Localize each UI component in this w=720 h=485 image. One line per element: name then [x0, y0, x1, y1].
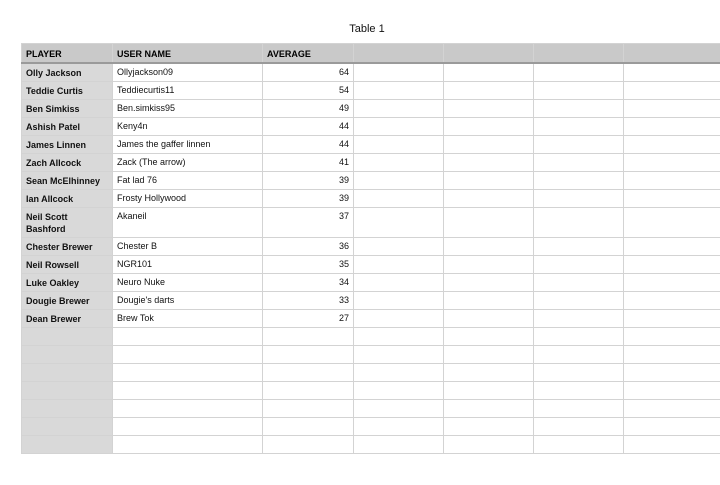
table-row [22, 291, 720, 309]
empty-cell[interactable] [624, 363, 720, 381]
empty-cell[interactable] [444, 417, 534, 435]
empty-cell[interactable] [444, 81, 534, 99]
average-cell[interactable]: 44 [263, 117, 354, 135]
empty-cell[interactable] [444, 189, 534, 207]
empty-cell[interactable] [534, 117, 624, 135]
table-row [22, 81, 720, 99]
empty-cell[interactable] [444, 273, 534, 291]
empty-cell[interactable] [444, 345, 534, 363]
empty-cell[interactable] [444, 291, 534, 309]
average-cell[interactable]: 37 [263, 207, 354, 237]
player-cell[interactable] [22, 327, 113, 345]
empty-cell[interactable] [624, 273, 720, 291]
empty-row [22, 435, 720, 453]
empty-cell[interactable] [534, 153, 624, 171]
empty-cell[interactable] [263, 345, 354, 363]
empty-cell[interactable] [444, 309, 534, 327]
empty-cell[interactable] [113, 327, 263, 345]
player-cell[interactable] [22, 381, 113, 399]
player-cell[interactable]: Sean McElhinney [22, 171, 113, 189]
empty-cell[interactable] [534, 99, 624, 117]
username-cell[interactable]: NGR101 [113, 255, 263, 273]
player-cell[interactable] [22, 345, 113, 363]
player-cell[interactable] [22, 363, 113, 381]
empty-cell[interactable] [354, 345, 444, 363]
empty-cell[interactable] [113, 363, 263, 381]
empty-cell[interactable] [263, 381, 354, 399]
empty-cell[interactable] [354, 135, 444, 153]
empty-cell[interactable] [113, 435, 263, 453]
player-cell[interactable]: Olly Jackson [22, 63, 113, 81]
empty-cell[interactable] [624, 255, 720, 273]
empty-cell[interactable] [113, 399, 263, 417]
empty-row [22, 345, 720, 363]
table-row [22, 255, 720, 273]
empty-cell[interactable] [534, 345, 624, 363]
table-body [22, 63, 720, 453]
empty-cell[interactable] [444, 99, 534, 117]
username-cell[interactable]: Neuro Nuke [113, 273, 263, 291]
empty-cell[interactable] [354, 63, 444, 81]
empty-cell[interactable] [624, 99, 720, 117]
username-cell[interactable]: Keny4n [113, 117, 263, 135]
username-cell[interactable]: Zack (The arrow) [113, 153, 263, 171]
empty-cell[interactable] [624, 63, 720, 81]
empty-cell[interactable] [263, 327, 354, 345]
empty-cell[interactable] [534, 273, 624, 291]
empty-cell[interactable] [113, 381, 263, 399]
empty-cell[interactable] [354, 117, 444, 135]
empty-cell[interactable] [354, 171, 444, 189]
average-cell[interactable]: 49 [263, 99, 354, 117]
header-empty[interactable] [534, 44, 624, 64]
average-cell[interactable]: 44 [263, 135, 354, 153]
table-row [22, 63, 720, 81]
average-cell[interactable]: 35 [263, 255, 354, 273]
empty-cell[interactable] [534, 81, 624, 99]
empty-cell[interactable] [354, 291, 444, 309]
header-empty[interactable] [444, 44, 534, 64]
username-cell[interactable]: Chester B [113, 237, 263, 255]
empty-cell[interactable] [263, 435, 354, 453]
player-cell[interactable] [22, 417, 113, 435]
table-row [22, 99, 720, 117]
empty-cell[interactable] [534, 207, 624, 237]
empty-cell[interactable] [354, 363, 444, 381]
player-cell[interactable]: Luke Oakley [22, 273, 113, 291]
empty-cell[interactable] [534, 381, 624, 399]
empty-cell[interactable] [354, 189, 444, 207]
table-row [22, 273, 720, 291]
average-cell[interactable]: 34 [263, 273, 354, 291]
header-player[interactable]: PLAYER [22, 44, 113, 64]
data-table [21, 43, 720, 454]
player-cell[interactable] [22, 399, 113, 417]
player-cell[interactable]: Dougie Brewer [22, 291, 113, 309]
empty-cell[interactable] [624, 417, 720, 435]
empty-cell[interactable] [534, 189, 624, 207]
empty-cell[interactable] [354, 255, 444, 273]
empty-cell[interactable] [263, 399, 354, 417]
empty-cell[interactable] [354, 309, 444, 327]
empty-cell[interactable] [354, 327, 444, 345]
empty-cell[interactable] [354, 81, 444, 99]
empty-cell[interactable] [534, 363, 624, 381]
table-row [22, 237, 720, 255]
header-empty[interactable] [354, 44, 444, 64]
empty-cell[interactable] [354, 273, 444, 291]
empty-cell[interactable] [534, 291, 624, 309]
empty-cell[interactable] [444, 135, 534, 153]
empty-cell[interactable] [624, 237, 720, 255]
empty-cell[interactable] [444, 399, 534, 417]
player-cell[interactable]: Teddie Curtis [22, 81, 113, 99]
empty-cell[interactable] [624, 171, 720, 189]
empty-cell[interactable] [444, 327, 534, 345]
table-row [22, 309, 720, 327]
table-row [22, 153, 720, 171]
player-cell[interactable]: Zach Allcock [22, 153, 113, 171]
empty-cell[interactable] [444, 171, 534, 189]
average-cell[interactable]: 27 [263, 309, 354, 327]
empty-cell[interactable] [624, 135, 720, 153]
empty-row [22, 417, 720, 435]
empty-cell[interactable] [534, 135, 624, 153]
average-cell[interactable]: 39 [263, 189, 354, 207]
empty-cell[interactable] [624, 189, 720, 207]
empty-cell[interactable] [444, 207, 534, 237]
empty-cell[interactable] [354, 207, 444, 237]
empty-cell[interactable] [444, 381, 534, 399]
username-cell[interactable]: Fat lad 76 [113, 171, 263, 189]
player-cell[interactable]: Ian Allcock [22, 189, 113, 207]
empty-cell[interactable] [624, 435, 720, 453]
table-row [22, 207, 720, 237]
username-cell[interactable]: Frosty Hollywood [113, 189, 263, 207]
username-cell[interactable]: Brew Tok [113, 309, 263, 327]
empty-cell[interactable] [354, 435, 444, 453]
average-cell[interactable]: 54 [263, 81, 354, 99]
average-cell[interactable]: 36 [263, 237, 354, 255]
empty-cell[interactable] [444, 117, 534, 135]
empty-cell[interactable] [624, 345, 720, 363]
player-cell[interactable]: Ashish Patel [22, 117, 113, 135]
empty-cell[interactable] [113, 417, 263, 435]
empty-cell[interactable] [444, 435, 534, 453]
empty-cell[interactable] [444, 237, 534, 255]
empty-cell[interactable] [534, 63, 624, 81]
empty-cell[interactable] [263, 363, 354, 381]
empty-cell[interactable] [354, 153, 444, 171]
player-cell[interactable]: Neil Scott Bashford [22, 207, 113, 237]
player-cell[interactable]: Chester Brewer [22, 237, 113, 255]
empty-cell[interactable] [444, 255, 534, 273]
header-average[interactable]: AVERAGE [263, 44, 354, 64]
player-cell[interactable]: Neil Rowsell [22, 255, 113, 273]
table-row [22, 117, 720, 135]
table-row [22, 189, 720, 207]
username-cell[interactable]: James the gaffer linnen [113, 135, 263, 153]
empty-cell[interactable] [534, 417, 624, 435]
empty-cell[interactable] [444, 63, 534, 81]
empty-cell[interactable] [354, 417, 444, 435]
empty-cell[interactable] [534, 255, 624, 273]
username-cell[interactable]: Dougie's darts [113, 291, 263, 309]
empty-cell[interactable] [354, 399, 444, 417]
average-cell[interactable]: 39 [263, 171, 354, 189]
empty-cell[interactable] [624, 117, 720, 135]
empty-cell[interactable] [624, 291, 720, 309]
header-empty[interactable] [624, 44, 720, 64]
table-row [22, 171, 720, 189]
empty-cell[interactable] [624, 309, 720, 327]
username-cell[interactable]: Akaneil [113, 207, 263, 237]
empty-row [22, 399, 720, 417]
header-row [22, 44, 720, 64]
average-cell[interactable]: 64 [263, 63, 354, 81]
empty-cell[interactable] [624, 327, 720, 345]
empty-cell[interactable] [354, 237, 444, 255]
average-cell[interactable]: 33 [263, 291, 354, 309]
empty-cell[interactable] [534, 237, 624, 255]
empty-cell[interactable] [624, 381, 720, 399]
empty-cell[interactable] [113, 345, 263, 363]
empty-row [22, 363, 720, 381]
username-cell[interactable]: Teddiecurtis11 [113, 81, 263, 99]
empty-cell[interactable] [624, 399, 720, 417]
empty-cell[interactable] [534, 399, 624, 417]
empty-cell[interactable] [534, 171, 624, 189]
empty-cell[interactable] [534, 435, 624, 453]
empty-cell[interactable] [624, 81, 720, 99]
empty-cell[interactable] [354, 381, 444, 399]
table-title: Table 1 [349, 23, 385, 35]
empty-cell[interactable] [624, 207, 720, 237]
empty-cell[interactable] [534, 327, 624, 345]
player-cell[interactable]: Ben Simkiss [22, 99, 113, 117]
empty-cell[interactable] [444, 153, 534, 171]
empty-cell[interactable] [444, 363, 534, 381]
player-cell[interactable]: Dean Brewer [22, 309, 113, 327]
username-cell[interactable]: Ollyjackson09 [113, 63, 263, 81]
header-user-name[interactable]: USER NAME [113, 44, 263, 64]
empty-cell[interactable] [624, 153, 720, 171]
player-cell[interactable]: James Linnen [22, 135, 113, 153]
average-cell[interactable]: 41 [263, 153, 354, 171]
username-cell[interactable]: Ben.simkiss95 [113, 99, 263, 117]
empty-row [22, 327, 720, 345]
empty-row [22, 381, 720, 399]
table-row [22, 135, 720, 153]
player-cell[interactable] [22, 435, 113, 453]
empty-cell[interactable] [354, 99, 444, 117]
empty-cell[interactable] [534, 309, 624, 327]
empty-cell[interactable] [263, 417, 354, 435]
